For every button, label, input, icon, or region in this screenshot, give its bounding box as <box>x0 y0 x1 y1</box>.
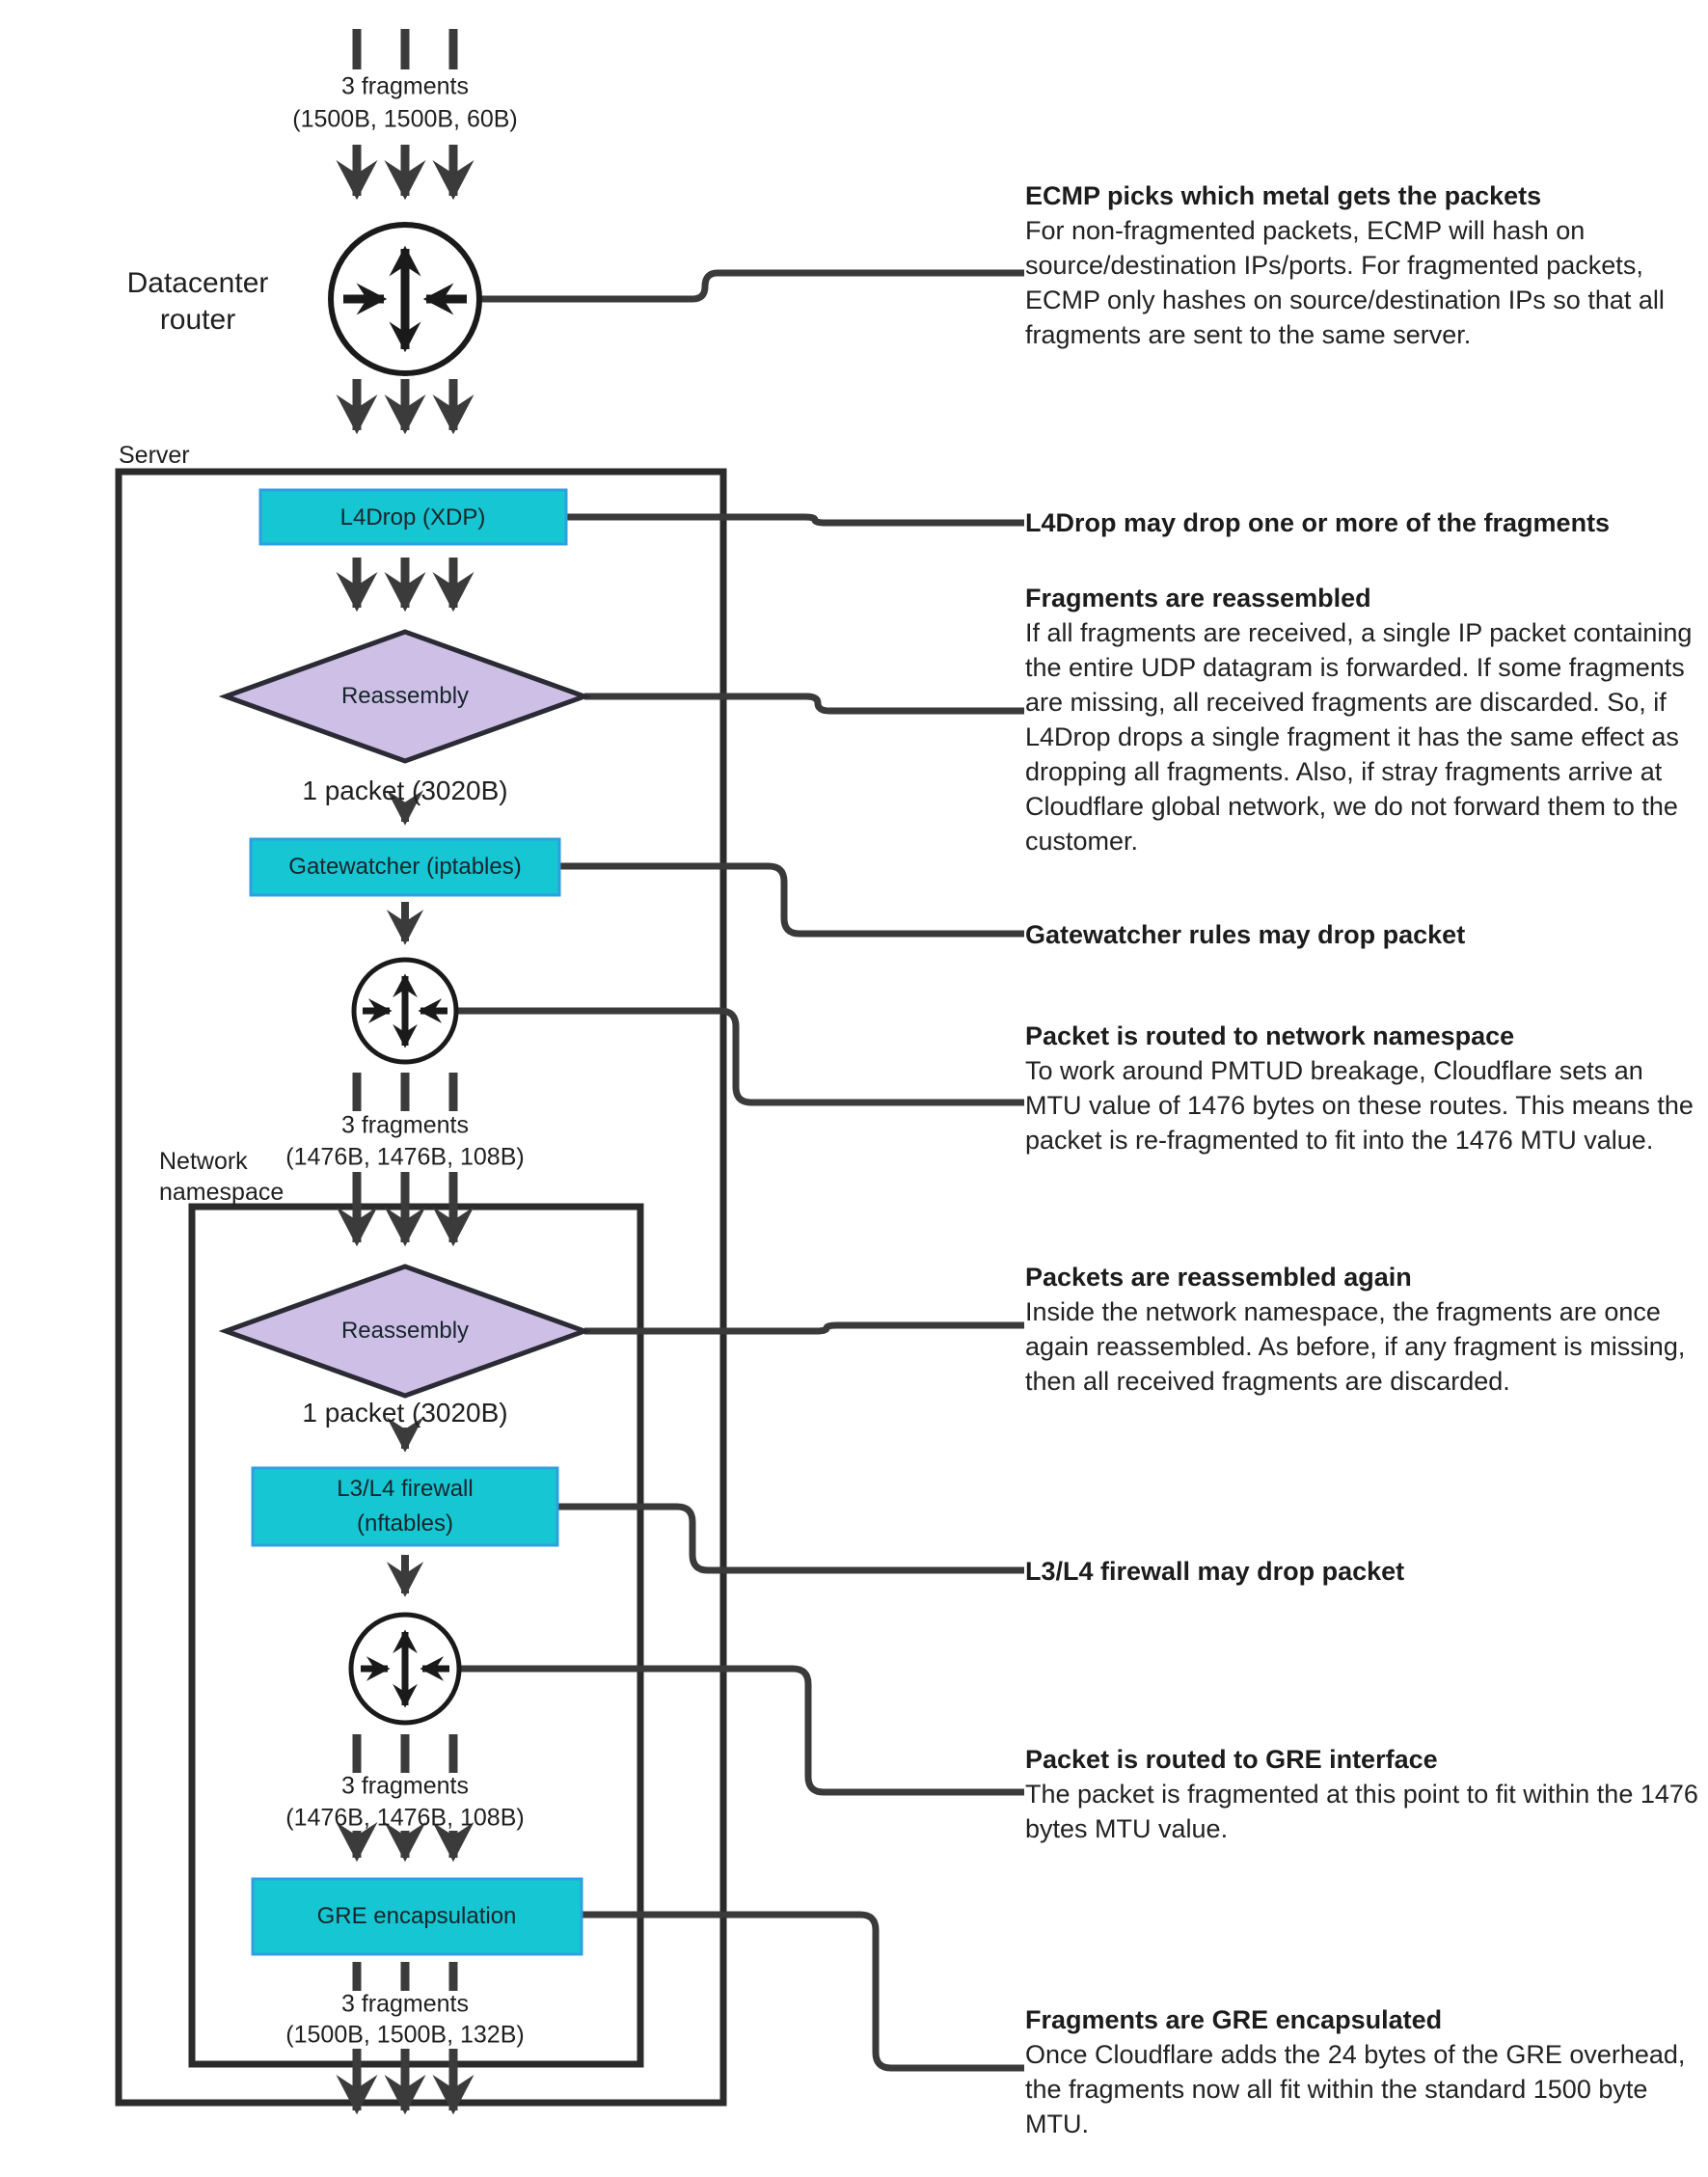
fragment-dashes-after-router3 <box>357 1734 453 1773</box>
annotation-body: To work around PMTUD breakage, Cloudflare sets an MTU value of 1476 bytes on these routes. This means the packet is re-fragmented to fit into the 1476 MTU value. <box>1025 1056 1694 1155</box>
network-namespace-label: namespace <box>159 1179 285 1206</box>
annotation-title: Packet is routed to GRE interface <box>1025 1745 1438 1774</box>
gatewatcher-label: Gatewatcher (iptables) <box>288 854 522 880</box>
annotation-title: ECMP picks which metal gets the packets <box>1025 181 1542 210</box>
fragment-dashes-top <box>357 29 453 69</box>
annotation-firewall <box>1025 1554 1700 1589</box>
reassembly-label: Reassembly <box>340 1318 470 1344</box>
fragments-label: 3 fragments <box>340 1990 470 2018</box>
fragments-sizes: (1476B, 1476B, 108B) <box>285 1804 525 1832</box>
connector-firewall <box>557 1507 1024 1570</box>
annotation-ecmp <box>1025 178 1700 352</box>
annotation-body: The packet is fragmented at this point to fit within the 1476 bytes MTU value. <box>1025 1780 1698 1843</box>
annotation-body: Once Cloudflare adds the 24 bytes of the GRE overhead, the fragments now all fit within the standard 1500 byte MTU. <box>1025 2040 1686 2138</box>
connector-router1 <box>479 273 1024 299</box>
annotation-reassembled-again <box>1025 1260 1700 1399</box>
annotation-title: L3/L4 firewall may drop packet <box>1025 1557 1405 1586</box>
annotation-title: Packets are reassembled again <box>1025 1263 1412 1292</box>
l4drop-label: L4Drop (XDP) <box>339 504 486 531</box>
datacenter-router-label: Datacenter <box>126 267 269 299</box>
packet-size-label: 1 packet (3020B) <box>302 776 508 805</box>
datacenter-router-icon <box>331 225 479 373</box>
annotation-title: Gatewatcher rules may drop packet <box>1025 920 1466 949</box>
annotation-gatewatcher <box>1025 917 1700 952</box>
annotation-body: Inside the network namespace, the fragments are once again reassembled. As before, if any fragment is missing, then all received fragments are discarded. <box>1025 1297 1686 1396</box>
annotation-gre-interface <box>1025 1742 1700 1846</box>
connector-gre <box>582 1915 1024 2068</box>
connector-l4drop <box>566 517 1024 523</box>
annotation-reassembled <box>1025 581 1700 858</box>
network-namespace-label: Network <box>159 1148 248 1175</box>
connector-router2 <box>456 1011 1024 1102</box>
fragments-sizes: (1500B, 1500B, 132B) <box>285 2021 525 2049</box>
fragments-label: 3 fragments <box>340 1111 470 1139</box>
annotation-l4drop <box>1025 505 1700 540</box>
reassembly-label: Reassembly <box>340 683 470 709</box>
datacenter-router-label: router <box>159 304 236 336</box>
fragments-sizes: (1476B, 1476B, 108B) <box>285 1143 525 1171</box>
fragments-label: 3 fragments <box>340 1772 470 1800</box>
fragment-dashes-after-gre <box>357 1962 453 1991</box>
fragment-dashes-after-router2 <box>357 1073 453 1111</box>
server-label: Server <box>119 442 190 469</box>
annotation-gre-encapsulated <box>1025 2002 1700 2141</box>
annotation-title: Fragments are reassembled <box>1025 584 1371 612</box>
annotation-body: For non-fragmented packets, ECMP will hash on source/destination IPs/ports. For fragmented packets, ECMP only hashes on source/destination IPs so that all fragments are sent to the same server. <box>1025 216 1665 349</box>
router-icon <box>351 1615 459 1723</box>
firewall-label: L3/L4 firewall <box>337 1476 474 1502</box>
fragments-label: 3 fragments <box>340 72 470 100</box>
fragments-sizes: (1500B, 1500B, 60B) <box>292 105 518 133</box>
firewall-label: (nftables) <box>356 1510 454 1537</box>
gre-label: GRE encapsulation <box>316 1903 517 1929</box>
annotation-title: L4Drop may drop one or more of the fragments <box>1025 508 1611 537</box>
connector-gatewatcher <box>559 866 1024 934</box>
annotation-body: If all fragments are received, a single IP packet containing the entire UDP datagram is forwarded. If some fragments are missing, all received fragments are discarded. So, if L4Drop drops a single fragment it has the same effect as dropping all fragments. Also, if stray fragments arrive at Cloudflare global network, we do not forward them to the customer. <box>1025 618 1693 856</box>
connector-reassembly1 <box>584 696 1024 711</box>
connector-reassembly2 <box>584 1325 1024 1331</box>
annotation-title: Fragments are GRE encapsulated <box>1025 2005 1443 2034</box>
router-icon <box>354 960 456 1062</box>
connector-router3 <box>459 1669 1024 1792</box>
annotation-title: Packet is routed to network namespace <box>1025 1021 1515 1050</box>
annotation-routed-namespace <box>1025 1019 1700 1157</box>
packet-size-label: 1 packet (3020B) <box>302 1398 508 1428</box>
